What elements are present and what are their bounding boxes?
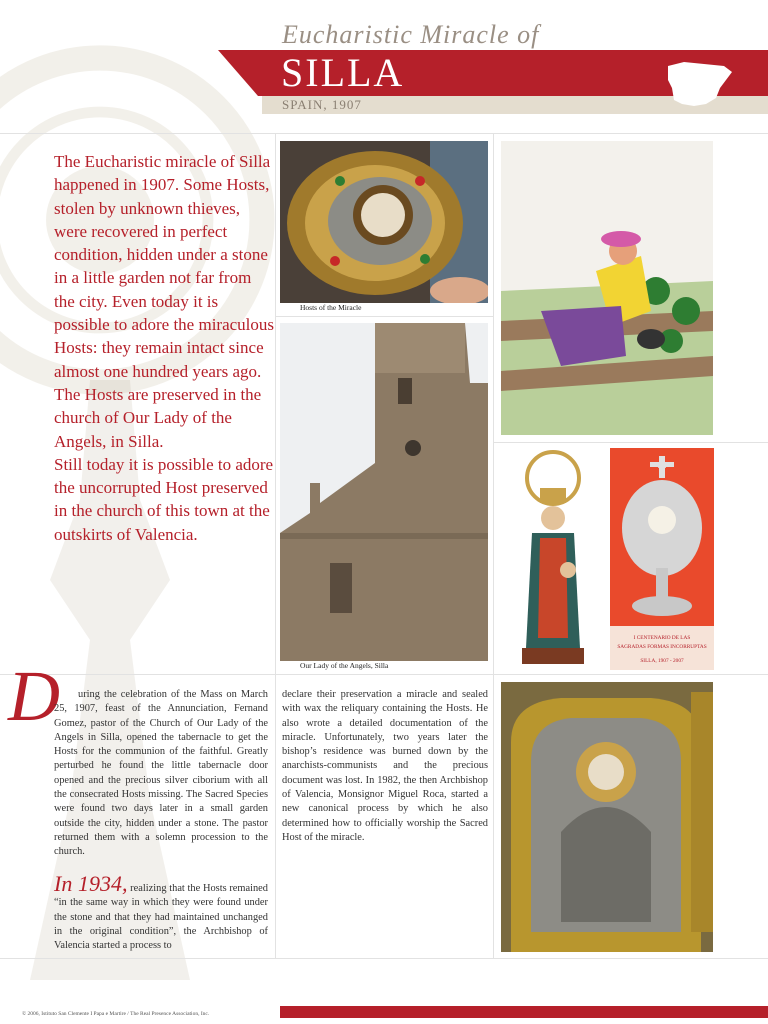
church-photo bbox=[280, 323, 488, 661]
year-heading-row bbox=[54, 871, 268, 953]
drop-cap: D bbox=[8, 656, 60, 736]
body-column-1 bbox=[54, 688, 268, 860]
divider-col-b bbox=[493, 133, 494, 958]
header-script-title: Eucharistic Miracle of bbox=[282, 20, 540, 49]
intro-text bbox=[54, 150, 274, 546]
caption-church: Our Lady of the Angels, Silla bbox=[300, 661, 389, 670]
madonna-statue-photo bbox=[510, 448, 596, 670]
garden-painting bbox=[501, 141, 713, 435]
tabernacle-photo bbox=[501, 682, 713, 952]
intro-paragraph-2: Still today it is possible to adore the uncorrupted Host preserved in the church of this town at the outskirts of Valencia. bbox=[54, 454, 274, 544]
body-paragraph-2-text: realizing that the Hosts remained “in the same way in which they were found under the stone and that they had maintained unchanged in the original condition”, the Archbishop of Valencia started a process to bbox=[54, 883, 268, 952]
footer-red-band bbox=[280, 1006, 768, 1018]
intro-paragraph-1: The Eucharistic miracle of Silla happened in 1907. Some Hosts, stolen by unknown thieves, were recovered in perfect condition, hidden under a stone in a little garden not far from the city. Even today it is possible to adore the miraculous Hosts: they remain intact since almost one hundred years ago. The Hosts are preserved in the church of Our Lady of the Angels, in Silla. bbox=[54, 152, 275, 451]
page-title: SILLA bbox=[281, 50, 405, 95]
divider-middle bbox=[0, 674, 768, 675]
spain-map-icon bbox=[664, 58, 736, 110]
divider-top bbox=[0, 133, 768, 134]
page-subtitle: SPAIN, 1907 bbox=[282, 97, 362, 112]
poster-line-2: SAGRADAS FORMAS INCORRUPTAS bbox=[617, 644, 707, 650]
caption-hosts: Hosts of the Miracle bbox=[300, 303, 362, 312]
divider-bottom bbox=[0, 958, 768, 959]
divider-photo-2 bbox=[493, 442, 768, 443]
poster-line-3: SILLA, 1907 - 2007 bbox=[640, 658, 684, 664]
divider-photo-1 bbox=[275, 316, 493, 317]
footer-copyright: © 2006, Istituto San Clemente I Papa e Martire / The Real Presence Association, Inc. bbox=[22, 1011, 210, 1017]
poster-text bbox=[610, 634, 714, 666]
divider-col-a bbox=[275, 133, 276, 958]
poster-line-1: I CENTENARIO DE LAS bbox=[633, 635, 691, 641]
body-paragraph-1-text: uring the celebration of the Mass on March 25, 1907, feast of the Annunciation, Fernand Gomez, pastor of the Church of Our Lady of the Angels in Silla, opened the tabernacle to get the Hosts for the communion of the faithful. Greatly perturbed he found the little tabernacle door opened and the precious silver ciborium with all the consecrated Hosts missing. The Sacred Species were found two days later in a small garden outside the city, hidden under a stone. The pastor returned them with a solemn procession to the church. bbox=[54, 689, 268, 858]
body-paragraph-2 bbox=[54, 871, 268, 953]
hosts-reliquary-photo bbox=[280, 141, 488, 303]
body-column-2: declare their preservation a miracle and sealed with wax the reliquary containing the Hosts. He also wrote a detailed documentation of the miracle. Unfortunately, two years later the bishop’s residence was burned down by the anarchists-communists and the precious document was lost. In 1982, the then Archbishop of Valencia, Monsignor Miguel Roca, started a new canonical process by which he also determined how to officially worship the Sacred Host of the miracle. bbox=[282, 689, 488, 843]
year-script: In 1934, bbox=[54, 871, 128, 896]
